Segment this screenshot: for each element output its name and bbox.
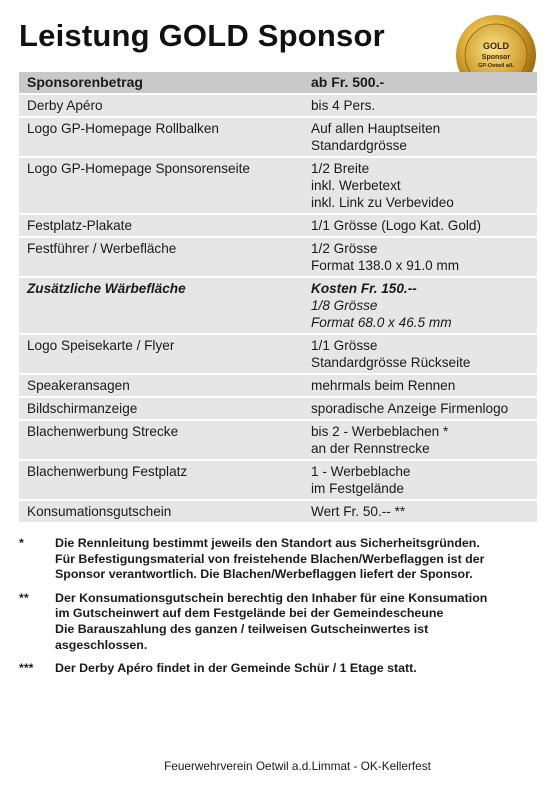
row-label: Speakeransagen <box>27 378 130 393</box>
footnote-line: Für Befestigungsmaterial von freistehende Blachen/Werbeflaggen ist der <box>55 551 485 566</box>
header-sponsorenbetrag: Sponsorenbetrag <box>27 74 143 90</box>
row-value-line: 1/1 Grösse <box>311 338 378 353</box>
row-value-line: 1 - Werbeblache <box>311 464 411 479</box>
row-value-line: 1/1 Grösse (Logo Kat. Gold) <box>311 218 482 233</box>
row-value <box>309 158 537 213</box>
footnote-line: Die Rennleitung bestimmt jeweils den Standort aus Sicherheitsgründen. <box>55 536 480 550</box>
table-row <box>19 335 537 375</box>
row-label: Blachenwerbung Festplatz <box>27 464 188 479</box>
page-title: Leistung GOLD Sponsor <box>19 18 385 53</box>
table-row <box>19 158 537 215</box>
footnote-mark: ** <box>19 590 29 605</box>
footnote-line: asgeschlossen. <box>55 637 148 652</box>
row-value <box>309 238 537 276</box>
table-row <box>19 461 537 501</box>
row-value <box>309 278 537 333</box>
row-value-line: inkl. Werbetext <box>311 178 401 193</box>
row-value-line: bis 2 - Werbeblachen * <box>311 424 449 439</box>
row-value-line: Format 138.0 x 91.0 mm <box>311 258 460 273</box>
footnote-line: Der Konsumationsgutschein berechtig den Inhaber für eine Konsumation <box>55 590 488 605</box>
row-value-line: Standardgrösse Rückseite <box>311 355 471 370</box>
row-value-line: Standardgrösse <box>311 138 407 153</box>
row-value <box>309 375 537 396</box>
row-value-line: Format 68.0 x 46.5 mm <box>311 315 452 330</box>
row-value-line: bis 4 Pers. <box>311 98 376 113</box>
table-row <box>19 238 537 278</box>
row-value <box>309 398 537 419</box>
seal-text-org: GP-Oetwil a/L <box>478 63 514 69</box>
row-label: Konsumationsgutschein <box>27 504 172 519</box>
footnote-line: Sponsor verantwortlich. Die Blachen/Werbeflaggen liefert der Sponsor. <box>55 567 473 582</box>
table-row <box>19 375 537 398</box>
seal-text-sponsor: Sponsor <box>481 54 511 61</box>
footnote <box>19 536 539 583</box>
table-header-row <box>19 72 537 95</box>
row-value-line: 1/2 Breite <box>311 161 370 176</box>
row-value-line: Wert Fr. 50.-- ** <box>311 504 406 519</box>
footnote-line: Der Derby Apéro findet in der Gemeinde Schür / 1 Etage statt. <box>55 661 417 676</box>
row-value-line: Auf allen Hauptseiten <box>311 121 441 136</box>
row-value <box>309 335 537 373</box>
row-value <box>309 118 537 156</box>
table-row <box>19 398 537 421</box>
row-label: Festführer / Werbefläche <box>27 241 177 256</box>
footnote-mark: * <box>19 536 24 550</box>
footnote <box>19 591 539 653</box>
row-value-line: Kosten Fr. 150.-- <box>311 281 417 296</box>
footnote <box>19 661 539 677</box>
footnote-line: im Gutscheinwert auf dem Festgelände bei der Gemeindescheune <box>55 606 444 621</box>
table-row <box>19 118 537 158</box>
footnote-text <box>55 591 539 653</box>
table-row <box>19 95 537 118</box>
row-value <box>309 215 537 236</box>
row-label: Zusätzliche Wärbefläche <box>27 281 186 296</box>
footer-text: Feuerwehrverein Oetwil a.d.Limmat - OK-Kellerfest <box>164 759 431 773</box>
footnote-line: Die Barauszahlung des ganzen / teilweisen Gutscheinwertes ist <box>55 621 429 636</box>
footnote-mark: *** <box>19 661 34 676</box>
table-row <box>19 501 537 524</box>
row-label: Festplatz-Plakate <box>27 218 133 233</box>
row-label: Logo GP-Homepage Rollbalken <box>27 121 219 136</box>
row-label: Logo Speisekarte / Flyer <box>27 338 175 353</box>
table-row <box>19 278 537 335</box>
row-label: Blachenwerbung Strecke <box>27 424 179 439</box>
footnote-text <box>55 661 539 677</box>
footnote-text <box>55 536 539 583</box>
row-value-line: 1/2 Grösse <box>311 241 378 256</box>
row-value <box>309 95 537 116</box>
table-row <box>19 421 537 461</box>
seal-text-gold: GOLD <box>483 41 509 51</box>
row-value-line: sporadische Anzeige Firmenlogo <box>311 401 509 416</box>
row-value <box>309 461 537 499</box>
row-value-line: inkl. Link zu Verbevideo <box>311 195 454 210</box>
table-row <box>19 215 537 238</box>
row-value-line: an der Rennstrecke <box>311 441 430 456</box>
row-label: Bildschirmanzeige <box>27 401 138 416</box>
row-value <box>309 421 537 459</box>
row-value <box>309 501 537 522</box>
sponsor-table <box>19 72 537 524</box>
row-value-line: im Festgelände <box>311 481 404 496</box>
row-value-line: mehrmals beim Rennen <box>311 378 456 393</box>
row-label: Derby Apéro <box>27 98 103 113</box>
footnotes <box>19 536 539 685</box>
row-label: Logo GP-Homepage Sponsorenseite <box>27 161 250 176</box>
row-value-line: 1/8 Grösse <box>311 298 378 313</box>
header-amount: ab Fr. 500.- <box>311 74 385 90</box>
